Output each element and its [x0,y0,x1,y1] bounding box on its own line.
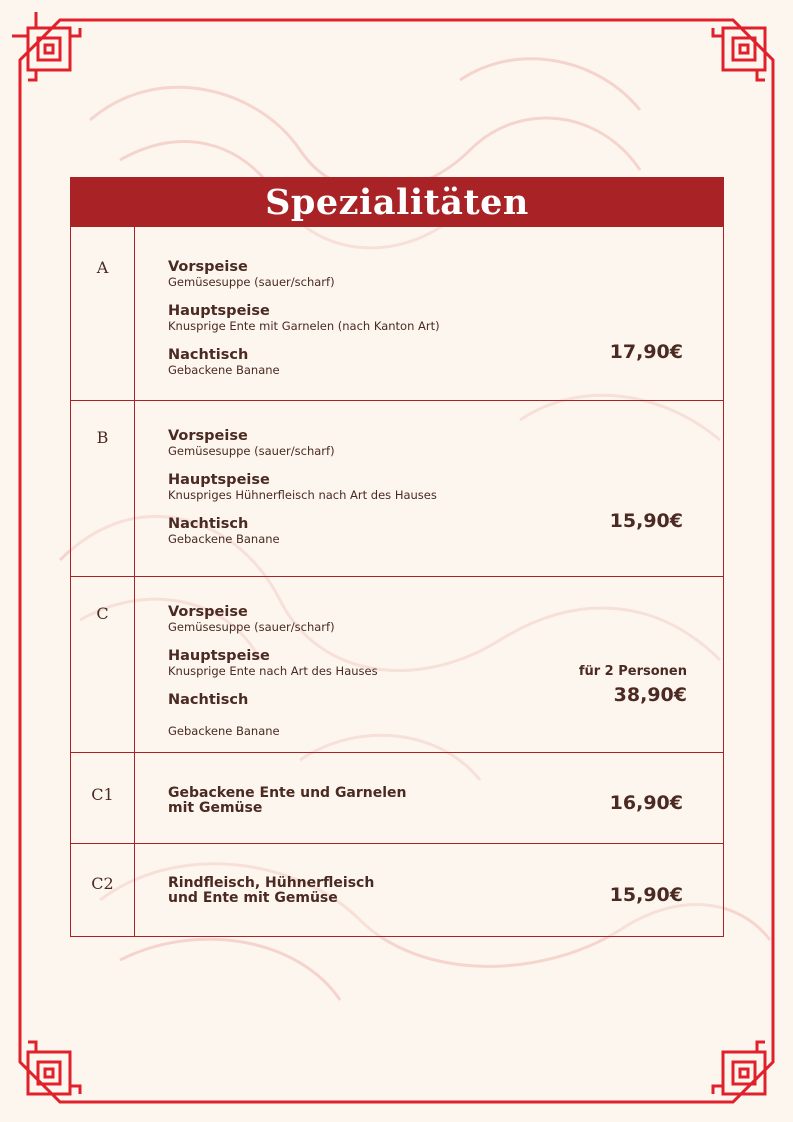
course-title: Hauptspeise [168,303,270,319]
course-dessert [168,348,280,377]
menu-table [70,227,724,937]
course-title: Nachtisch [168,347,249,363]
item-price: 15,90€ [609,510,683,532]
menu-card [70,177,724,937]
menu-item-c2 [71,843,723,936]
dish-title-line-2: mit Gemüse [168,800,263,816]
menu-item-c [71,576,723,752]
course-starter [168,605,335,634]
item-code-cell [71,844,135,936]
corner-ornament-bl [28,1042,80,1094]
course-title: Nachtisch [168,516,249,532]
course-main [168,649,378,678]
item-code-cell [71,227,135,400]
dish-title-line-2: und Ente mit Gemüse [168,890,338,906]
item-content [135,227,723,400]
item-code: A [96,258,109,277]
serving-note: für 2 Personen [578,664,687,679]
item-code-cell [71,401,135,576]
menu-item-b [71,400,723,576]
corner-ornament-tr [713,28,765,80]
menu-item-a [71,227,723,400]
menu-item-c1 [71,752,723,843]
item-code: C1 [91,785,114,804]
course-title: Hauptspeise [168,648,270,664]
course-starter [168,260,335,289]
item-content [135,577,723,752]
item-content [135,401,723,576]
item-code-cell [71,753,135,843]
menu-header [70,177,724,227]
course-dessert [168,693,280,738]
page-title: Spezialitäten [265,181,529,223]
dish-title-line-1: Rindfleisch, Hühnerfleisch [168,875,375,891]
item-code: C [96,604,109,623]
course-description: Gebackene Banane [168,363,280,377]
item-price: 17,90€ [609,341,683,363]
course-main [168,473,437,502]
course-starter [168,429,335,458]
course-title: Vorspeise [168,259,248,275]
course-description: Knusprige Ente mit Garnelen (nach Kanton Art) [168,319,440,333]
course-description: Gemüsesuppe (sauer/scharf) [168,620,335,634]
course-description: Knuspriges Hühnerfleisch nach Art des Hauses [168,488,437,502]
item-price: 16,90€ [609,792,683,814]
item-content [135,753,723,843]
course-title: Vorspeise [168,604,248,620]
corner-ornament-tl [28,28,80,80]
course-main [168,304,440,333]
course-title: Vorspeise [168,428,248,444]
item-price: 15,90€ [609,884,683,906]
course-description: Gemüsesuppe (sauer/scharf) [168,275,335,289]
item-price: 38,90€ [613,684,687,706]
item-code: B [96,428,109,447]
dish-title-line-1: Gebackene Ente und Garnelen [168,785,407,801]
course-description: Gebackene Banane [168,724,280,738]
course-description: Gebackene Banane [168,532,280,546]
corner-ornament-br [713,1042,765,1094]
course-title: Hauptspeise [168,472,270,488]
course-dessert [168,517,280,546]
item-content [135,844,723,936]
item-code-cell [71,577,135,752]
item-code: C2 [91,874,114,893]
course-description: Gemüsesuppe (sauer/scharf) [168,444,335,458]
course-title: Nachtisch [168,692,249,708]
course-description: Knusprige Ente nach Art des Hauses [168,664,378,678]
